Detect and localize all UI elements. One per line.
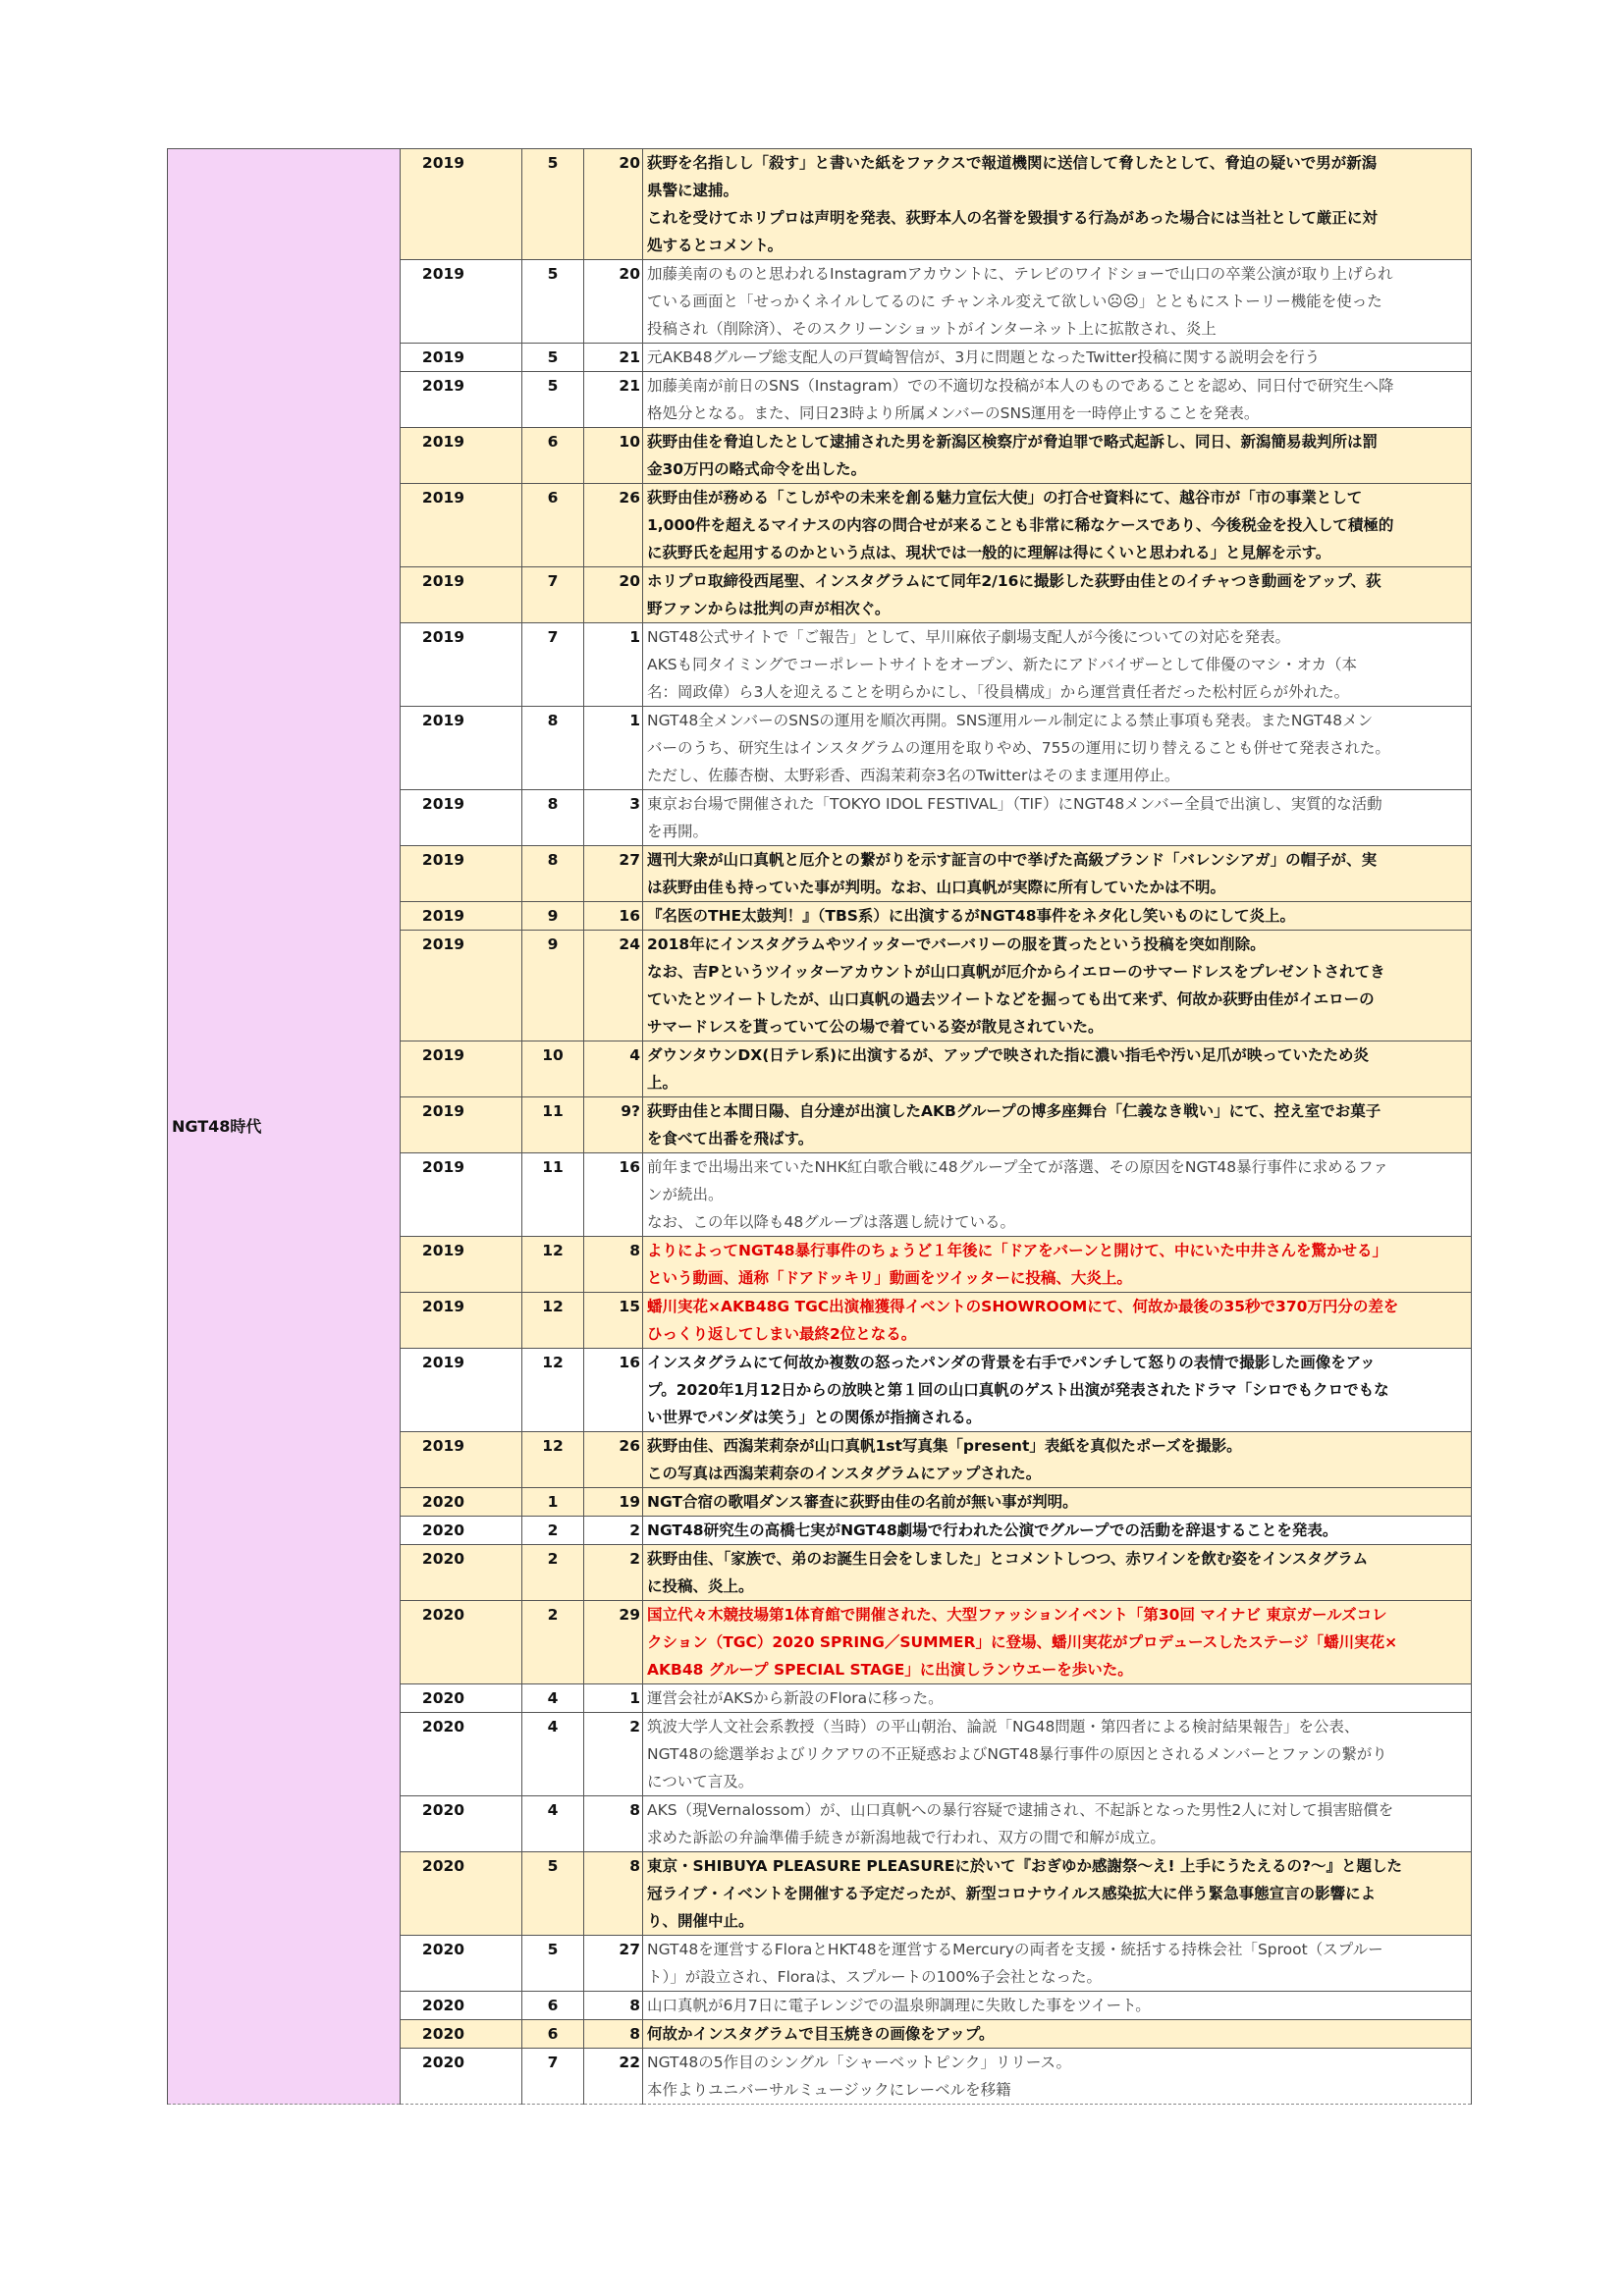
description-line: クション（TGC）2020 SPRING／SUMMER」に登場、蟠川実花がプロデュースしたステージ「蟠川実花× — [647, 1633, 1398, 1651]
day-cell: 19 — [584, 1488, 643, 1517]
description-line: 荻野由佳と本間日陽、自分達が出演したAKBグループの博多座舞台「仁義なき戦い」にて、控え室でお菓子 — [647, 1102, 1381, 1120]
day-cell: 8 — [584, 1992, 643, 2020]
description-line: バーのうち、研究生はインスタグラムの運用を取りやめ、755の運用に切り替えることも併せて発表された。 — [647, 739, 1390, 757]
month-cell: 1 — [522, 1488, 584, 1517]
description-line: 野ファンからは批判の声が相次ぐ。 — [647, 600, 891, 617]
month-cell: 8 — [522, 846, 584, 902]
description-line: 『名医のTHE太鼓判！』（TBS系）に出演するがNGT48事件をネタ化し笑いものにして炎上。 — [647, 907, 1296, 925]
description-line: ダウンタウンDX(日テレ系)に出演するが、アップで映された指に濃い指毛や汚い足爪が映っていたため炎 — [647, 1046, 1369, 1064]
year-cell: 2019 — [401, 623, 522, 707]
description-line: ト）」が設立され、Floraは、スプルートの100%子会社となった。 — [647, 1968, 1102, 1986]
description-line: 本作よりユニバーサルミュージックにレーベルを移籍 — [647, 2081, 1011, 2099]
description-line: 東京・SHIBUYA PLEASURE PLEASUREに於いて『おぎゆか感謝祭〜え! 上手にうたえるの?〜』と題した — [647, 1857, 1402, 1875]
year-cell: 2020 — [401, 1852, 522, 1936]
description-line: 前年まで出場出来ていたNHK紅白歌合戦に48グループ全てが落選、その原因をNGT48暴行事件に求めるファ — [647, 1158, 1388, 1176]
event-description — [643, 1432, 1472, 1488]
month-cell: 4 — [522, 1684, 584, 1713]
year-cell: 2019 — [401, 902, 522, 931]
event-description — [643, 1713, 1472, 1796]
description-line: に荻野氏を起用するのかという点は、現状では一般的に理解は得にくいと思われる」と見解を示す。 — [647, 544, 1331, 561]
day-cell: 20 — [584, 567, 643, 623]
event-description — [643, 260, 1472, 344]
day-cell: 27 — [584, 846, 643, 902]
description-line: い世界でパンダは笑う」との関係が指摘される。 — [647, 1409, 982, 1426]
description-line: NGT48の5作目のシングル「シャーベットピンク」リリース。 — [647, 2054, 1072, 2071]
day-cell: 9? — [584, 1097, 643, 1153]
month-cell: 5 — [522, 149, 584, 260]
month-cell: 5 — [522, 1852, 584, 1936]
description-line: 上。 — [647, 1074, 678, 1092]
year-cell: 2019 — [401, 1293, 522, 1349]
month-cell: 6 — [522, 484, 584, 567]
description-line: NGT合宿の歌唱ダンス審査に荻野由佳の名前が無い事が判明。 — [647, 1493, 1078, 1511]
year-cell: 2019 — [401, 484, 522, 567]
month-cell: 2 — [522, 1517, 584, 1545]
event-description — [643, 1601, 1472, 1684]
month-cell: 11 — [522, 1097, 584, 1153]
month-cell: 2 — [522, 1601, 584, 1684]
event-description — [643, 1545, 1472, 1601]
day-cell: 26 — [584, 1432, 643, 1488]
year-cell: 2019 — [401, 567, 522, 623]
event-description — [643, 1796, 1472, 1852]
month-cell: 9 — [522, 902, 584, 931]
event-description — [643, 846, 1472, 902]
event-description — [643, 428, 1472, 484]
event-description — [643, 931, 1472, 1041]
month-cell: 5 — [522, 344, 584, 372]
description-line: ている画面と「せっかくネイルしてるのに チャンネル変えて欲しい☹☹」とともにストーリー機能を使った — [647, 293, 1382, 310]
day-cell: 20 — [584, 260, 643, 344]
day-cell: 27 — [584, 1936, 643, 1992]
description-line: AKS（現Vernalossom）が、山口真帆への暴行容疑で逮捕され、不起訴となった男性2人に対して損害賠償を — [647, 1801, 1394, 1819]
year-cell: 2019 — [401, 1349, 522, 1432]
description-line: 元AKB48グループ総支配人の戸賀崎智信が、3月に問題となったTwitter投稿に関する説明会を行う — [647, 348, 1321, 366]
description-line: なお、吉Pというツイッターアカウントが山口真帆が厄介からイエローのサマードレスをプレゼントされてき — [647, 963, 1385, 981]
year-cell: 2019 — [401, 931, 522, 1041]
day-cell: 16 — [584, 1349, 643, 1432]
description-line: AKB48 グループ SPECIAL STAGE」に出演しランウエーを歩いた。 — [647, 1661, 1133, 1679]
description-line: 冠ライブ・イベントを開催する予定だったが、新型コロナウイルス感染拡大に伴う緊急事態宣言の影響によ — [647, 1885, 1377, 1902]
event-description — [643, 1852, 1472, 1936]
day-cell: 3 — [584, 790, 643, 846]
month-cell: 8 — [522, 790, 584, 846]
event-description — [643, 1237, 1472, 1293]
day-cell: 21 — [584, 372, 643, 428]
day-cell: 1 — [584, 1684, 643, 1713]
year-cell: 2019 — [401, 1097, 522, 1153]
year-cell: 2020 — [401, 2049, 522, 2105]
description-line: ていたとツイートしたが、山口真帆の過去ツイートなどを掘っても出て来ず、何故か荻野由佳がイエローの — [647, 990, 1375, 1008]
event-description — [643, 623, 1472, 707]
description-line: 筑波大学人文社会系教授（当時）の平山朝治、論説「NG48問題・第四者による検討結果報告」を公表、 — [647, 1718, 1360, 1735]
description-line: 荻野由佳を脅迫したとして逮捕された男を新潟区検察庁が脅迫罪で略式起訴し、同日、新潟簡易裁判所は罰 — [647, 433, 1379, 451]
year-cell: 2020 — [401, 1684, 522, 1713]
description-line: という動画、通称「ドアドッキリ」動画をツイッターに投稿、大炎上。 — [647, 1269, 1132, 1287]
description-line: 処するとコメント。 — [647, 237, 784, 254]
event-description — [643, 1153, 1472, 1237]
day-cell: 1 — [584, 707, 643, 790]
event-description — [643, 484, 1472, 567]
day-cell: 26 — [584, 484, 643, 567]
day-cell: 16 — [584, 1153, 643, 1237]
description-line: ひっくり返してしまい最終2位となる。 — [647, 1325, 917, 1343]
description-line: 荻野を名指しし「殺す」と書いた紙をファクスで報道機関に送信して脅したとして、脅迫の疑いで男が新潟 — [647, 154, 1378, 172]
year-cell: 2020 — [401, 1713, 522, 1796]
month-cell: 12 — [522, 1237, 584, 1293]
description-line: NGT48を運営するFloraとHKT48を運営するMercuryの両者を支援・統括する持株会社「Sproot（スプルー — [647, 1941, 1383, 1958]
month-cell: 5 — [522, 1936, 584, 1992]
month-cell: 6 — [522, 428, 584, 484]
month-cell: 7 — [522, 567, 584, 623]
description-line: NGT48公式サイトで「ご報告」として、早川麻依子劇場支配人が今後についての対応を発表。 — [647, 628, 1291, 646]
day-cell: 4 — [584, 1041, 643, 1097]
event-description — [643, 1488, 1472, 1517]
description-line: 運営会社がAKSから新設のFloraに移った。 — [647, 1689, 944, 1707]
table-row — [168, 149, 1472, 260]
description-line: 2018年にインスタグラムやツイッターでバーバリーの服を貰ったという投稿を突如削除。 — [647, 935, 1266, 953]
year-cell: 2020 — [401, 2020, 522, 2049]
description-line: インスタグラムにて何故か複数の怒ったパンダの背景を右手でパンチして怒りの表情で撮影した画像をアッ — [647, 1354, 1376, 1371]
description-line: なお、この年以降も48グループは落選し続けている。 — [647, 1213, 1015, 1231]
description-line: を再開。 — [647, 823, 709, 840]
year-cell: 2020 — [401, 1517, 522, 1545]
description-line: 山口真帆が6月7日に電子レンジでの温泉卵調理に失敗した事をツイート。 — [647, 1997, 1151, 2014]
event-description — [643, 344, 1472, 372]
era-label: NGT48時代 — [168, 149, 401, 2105]
description-line: NGT48全メンバーのSNSの運用を順次再開。SNS運用ルール制定による禁止事項も発表。またNGT48メン — [647, 712, 1374, 729]
month-cell: 7 — [522, 2049, 584, 2105]
description-line: について言及。 — [647, 1773, 754, 1790]
day-cell: 21 — [584, 344, 643, 372]
year-cell: 2019 — [401, 1041, 522, 1097]
event-description — [643, 1349, 1472, 1432]
event-description — [643, 1293, 1472, 1349]
description-line: 県警に逮捕。 — [647, 182, 739, 199]
year-cell: 2020 — [401, 1936, 522, 1992]
day-cell: 24 — [584, 931, 643, 1041]
event-description — [643, 1517, 1472, 1545]
year-cell: 2019 — [401, 260, 522, 344]
year-cell: 2019 — [401, 428, 522, 484]
year-cell: 2020 — [401, 1796, 522, 1852]
day-cell: 22 — [584, 2049, 643, 2105]
day-cell: 15 — [584, 1293, 643, 1349]
description-line: 東京お台場で開催された「TOKYO IDOL FESTIVAL」（TIF）にNGT48メンバー全員で出演し、実質的な活動 — [647, 795, 1382, 813]
event-description — [643, 1684, 1472, 1713]
timeline-body — [168, 149, 1472, 2105]
year-cell: 2019 — [401, 344, 522, 372]
year-cell: 2020 — [401, 1992, 522, 2020]
year-cell: 2020 — [401, 1488, 522, 1517]
event-description — [643, 902, 1472, 931]
day-cell: 8 — [584, 1796, 643, 1852]
month-cell: 12 — [522, 1349, 584, 1432]
description-line: この写真は西潟茉莉奈のインスタグラムにアップされた。 — [647, 1465, 1042, 1482]
description-line: を食べて出番を飛ばす。 — [647, 1130, 814, 1148]
description-line: 加藤美南が前日のSNS（Instagram）での不適切な投稿が本人のものであることを認め、同日付で研究生へ降 — [647, 377, 1394, 395]
description-line: 1,000件を超えるマイナスの内容の問合せが来ることも非常に稀なケースであり、今後税金を投入して積極的 — [647, 516, 1394, 534]
day-cell: 10 — [584, 428, 643, 484]
year-cell: 2020 — [401, 1601, 522, 1684]
day-cell: 8 — [584, 2020, 643, 2049]
event-description — [643, 1992, 1472, 2020]
year-cell: 2019 — [401, 149, 522, 260]
month-cell: 7 — [522, 623, 584, 707]
event-description — [643, 372, 1472, 428]
description-line: 週刊大衆が山口真帆と厄介との繋がりを示す証言の中で挙げた高級ブランド「バレンシアガ」の帽子が、実 — [647, 851, 1378, 869]
year-cell: 2019 — [401, 790, 522, 846]
month-cell: 8 — [522, 707, 584, 790]
month-cell: 4 — [522, 1713, 584, 1796]
description-line: 加藤美南のものと思われるInstagramアカウントに、テレビのワイドショーで山口の卒業公演が取り上げられ — [647, 265, 1393, 283]
event-description — [643, 1097, 1472, 1153]
description-line: AKSも同タイミングでコーポレートサイトをオープン、新たにアドバイザーとして俳優のマシ・オカ（本 — [647, 656, 1357, 673]
description-line: NGT48研究生の高橋七実がNGT48劇場で行われた公演でグループでの活動を辞退することを発表。 — [647, 1522, 1338, 1539]
month-cell: 11 — [522, 1153, 584, 1237]
month-cell: 12 — [522, 1293, 584, 1349]
description-line: サマードレスを貰っていて公の場で着ている姿が散見されていた。 — [647, 1018, 1104, 1036]
day-cell: 29 — [584, 1601, 643, 1684]
event-description — [643, 790, 1472, 846]
description-line: 国立代々木競技場第1体育館で開催された、大型ファッションイベント「第30回 マイナビ 東京ガールズコレ — [647, 1606, 1387, 1624]
day-cell: 1 — [584, 623, 643, 707]
month-cell: 6 — [522, 1992, 584, 2020]
description-line: 金30万円の略式命令を出した。 — [647, 460, 867, 478]
description-line: よりによってNGT48暴行事件のちょうど１年後に「ドアをバーンと開けて、中にいた中井さんを驚かせる」 — [647, 1242, 1387, 1259]
day-cell: 16 — [584, 902, 643, 931]
description-line: ホリプロ取締役西尾聖、インスタグラムにて同年2/16に撮影した荻野由佳とのイチャつき動画をアップ、荻 — [647, 572, 1381, 590]
description-line: 求めた訴訟の弁論準備手続きが新潟地裁で行われ、双方の間で和解が成立。 — [647, 1829, 1165, 1846]
year-cell: 2020 — [401, 1545, 522, 1601]
month-cell: 4 — [522, 1796, 584, 1852]
description-line: 何故かインスタグラムで目玉焼きの画像をアップ。 — [647, 2025, 995, 2043]
month-cell: 10 — [522, 1041, 584, 1097]
description-line: 荻野由佳、「家族で、弟のお誕生日会をしました」とコメントしつつ、赤ワインを飲む姿をインスタグラム — [647, 1550, 1369, 1568]
month-cell: 6 — [522, 2020, 584, 2049]
event-description — [643, 2020, 1472, 2049]
year-cell: 2019 — [401, 707, 522, 790]
month-cell: 5 — [522, 260, 584, 344]
description-line: り、開催中止。 — [647, 1912, 754, 1930]
description-line: NGT48の総選挙およびリクアワの不正疑惑およびNGT48暴行事件の原因とされるメンバーとファンの繋がり — [647, 1745, 1387, 1763]
event-description — [643, 1936, 1472, 1992]
event-description — [643, 149, 1472, 260]
day-cell: 8 — [584, 1237, 643, 1293]
event-description — [643, 567, 1472, 623]
description-line: ただし、佐藤杏樹、太野彩香、西潟茉莉奈3名のTwitterはそのまま運用停止。 — [647, 767, 1180, 784]
description-line: 荻野由佳、西潟茉莉奈が山口真帆1st写真集「present」表紙を真似たポーズを撮影。 — [647, 1437, 1242, 1455]
year-cell: 2019 — [401, 1432, 522, 1488]
event-description — [643, 707, 1472, 790]
month-cell: 12 — [522, 1432, 584, 1488]
month-cell: 2 — [522, 1545, 584, 1601]
day-cell: 2 — [584, 1713, 643, 1796]
year-cell: 2019 — [401, 1237, 522, 1293]
description-line: 投稿され（削除済）、そのスクリーンショットがインターネット上に拡散され、炎上 — [647, 320, 1217, 338]
day-cell: 8 — [584, 1852, 643, 1936]
description-line: ンが続出。 — [647, 1186, 724, 1203]
month-cell: 9 — [522, 931, 584, 1041]
description-line: プ。2020年1月12日からの放映と第１回の山口真帆のゲスト出演が発表されたドラマ「シロでもクロでもな — [647, 1381, 1389, 1399]
description-line: 格処分となる。また、同日23時より所属メンバーのSNS運用を一時停止することを発表。 — [647, 404, 1260, 422]
day-cell: 2 — [584, 1517, 643, 1545]
description-line: これを受けてホリプロは声明を発表、荻野本人の名誉を毀損する行為があった場合には当社として厳正に対 — [647, 209, 1378, 227]
year-cell: 2019 — [401, 372, 522, 428]
description-line: 名：岡政偉）ら3人を迎えることを明らかにし、「役員構成」から運営責任者だった松村匠らが外れた。 — [647, 683, 1350, 701]
day-cell: 20 — [584, 149, 643, 260]
month-cell: 5 — [522, 372, 584, 428]
timeline-table — [167, 148, 1472, 2105]
description-line: 荻野由佳が務める「こしがやの未来を創る魅力宣伝大使」の打合せ資料にて、越谷市が「市の事業として — [647, 489, 1363, 507]
event-description — [643, 2049, 1472, 2105]
description-line: 蟠川実花×AKB48G TGC出演権獲得イベントのSHOWROOMにて、何故か最後の35秒で370万円分の差を — [647, 1298, 1399, 1315]
day-cell: 2 — [584, 1545, 643, 1601]
description-line: は荻野由佳も持っていた事が判明。なお、山口真帆が実際に所有していたかは不明。 — [647, 879, 1226, 896]
event-description — [643, 1041, 1472, 1097]
year-cell: 2019 — [401, 1153, 522, 1237]
year-cell: 2019 — [401, 846, 522, 902]
description-line: に投稿、炎上。 — [647, 1577, 754, 1595]
